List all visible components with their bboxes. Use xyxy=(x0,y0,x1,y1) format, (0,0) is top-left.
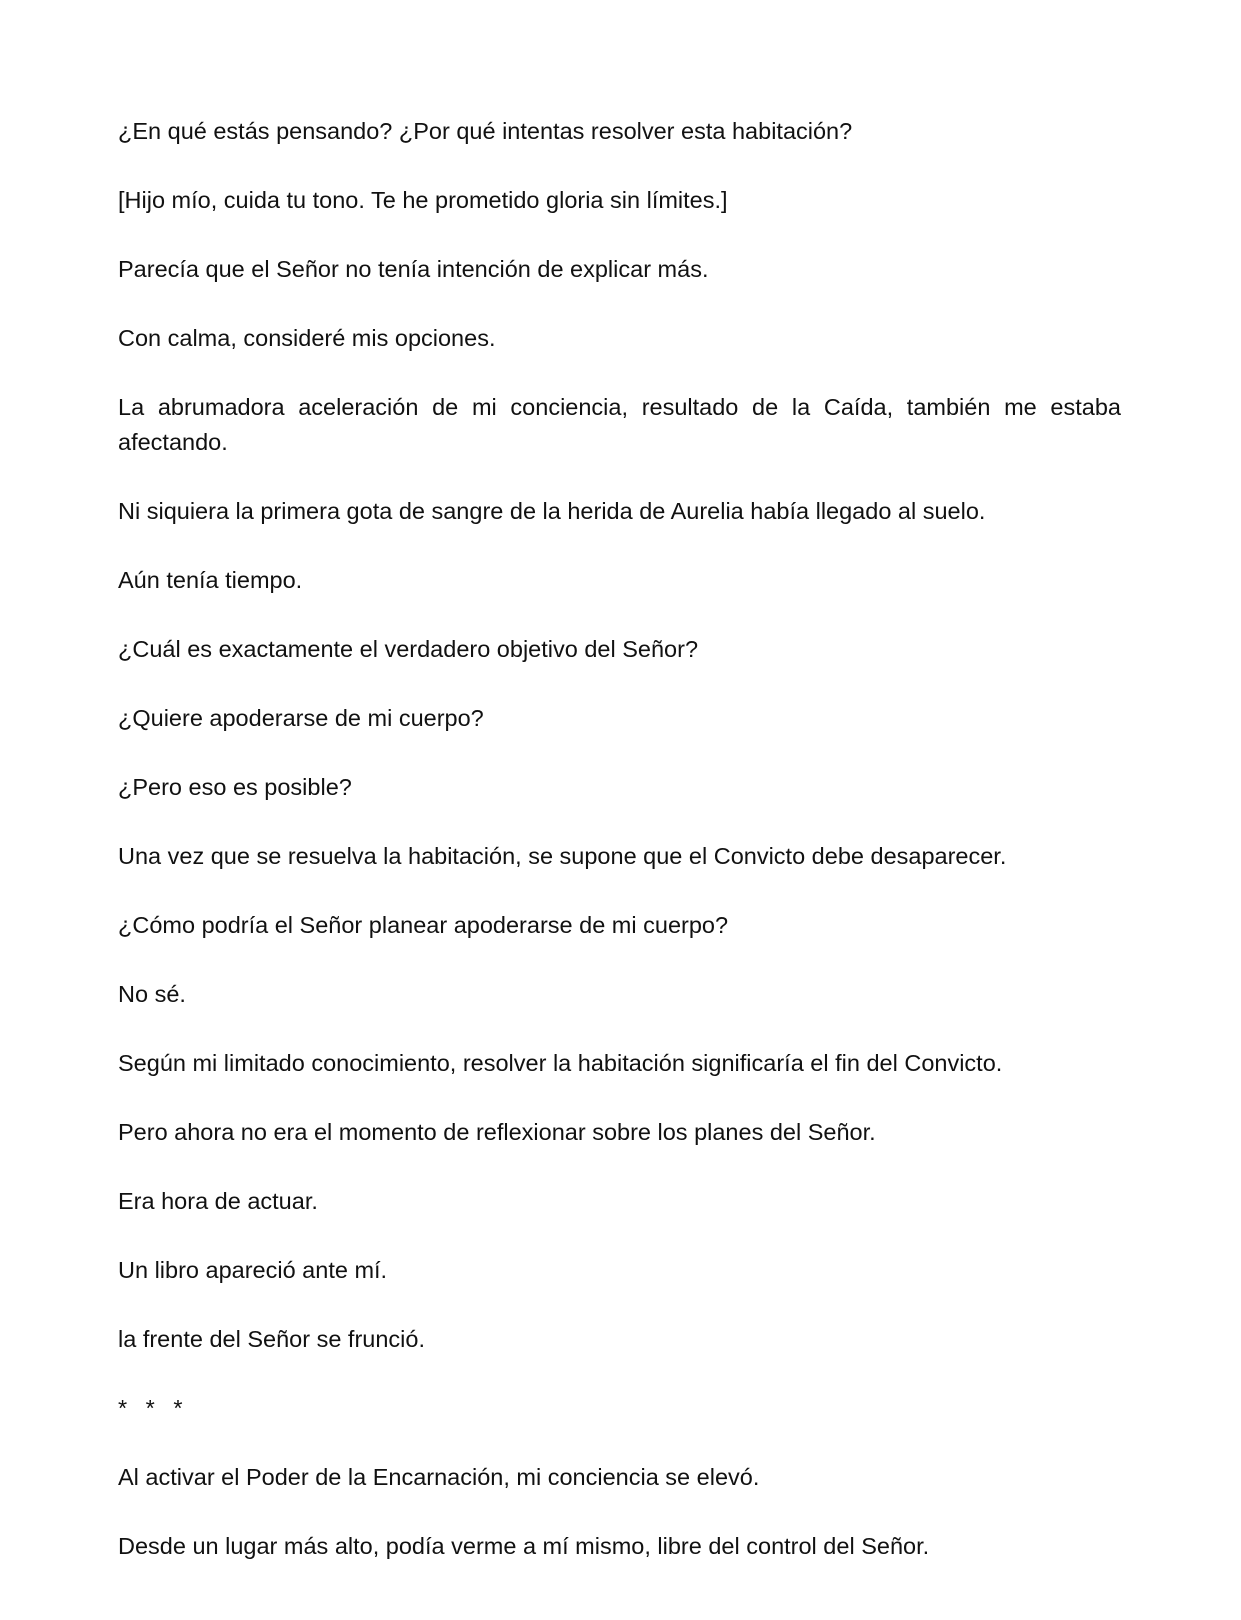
paragraph: la frente del Señor se frunció. xyxy=(118,1326,425,1352)
paragraph: Aún tenía tiempo. xyxy=(118,567,303,593)
paragraph: ¿Pero eso es posible? xyxy=(118,774,352,800)
paragraph: No sé. xyxy=(118,981,186,1007)
paragraph: ¿Cuál es exactamente el verdadero objetivo del Señor? xyxy=(118,636,699,662)
paragraph: ¿Cómo podría el Señor planear apoderarse de mi cuerpo? xyxy=(118,912,729,938)
paragraph: ¿Quiere apoderarse de mi cuerpo? xyxy=(118,705,484,731)
paragraph: Una vez que se resuelva la habitación, se supone que el Convicto debe desaparecer. xyxy=(118,843,1007,869)
paragraph: ¿En qué estás pensando? ¿Por qué intentas resolver esta habitación? xyxy=(118,118,853,144)
paragraph: Al activar el Poder de la Encarnación, mi conciencia se elevó. xyxy=(118,1464,760,1490)
paragraph: [Hijo mío, cuida tu tono. Te he prometido gloria sin límites.] xyxy=(118,187,728,213)
paragraph: Desde un lugar más alto, podía verme a mí mismo, libre del control del Señor. xyxy=(118,1533,930,1559)
document-body xyxy=(118,114,1121,1598)
scene-separator: * * * xyxy=(118,1395,189,1421)
paragraph: Era hora de actuar. xyxy=(118,1188,318,1214)
paragraph: La abrumadora aceleración de mi conciencia, resultado de la Caída, también me estaba afectando. xyxy=(118,394,1121,455)
paragraph: Con calma, consideré mis opciones. xyxy=(118,325,496,351)
paragraph: Pero ahora no era el momento de reflexionar sobre los planes del Señor. xyxy=(118,1119,876,1145)
paragraph: Parecía que el Señor no tenía intención de explicar más. xyxy=(118,256,709,282)
paragraph: Según mi limitado conocimiento, resolver la habitación significaría el fin del Convicto. xyxy=(118,1050,1003,1076)
paragraph: Un libro apareció ante mí. xyxy=(118,1257,388,1283)
paragraph: Ni siquiera la primera gota de sangre de la herida de Aurelia había llegado al suelo. xyxy=(118,498,986,524)
